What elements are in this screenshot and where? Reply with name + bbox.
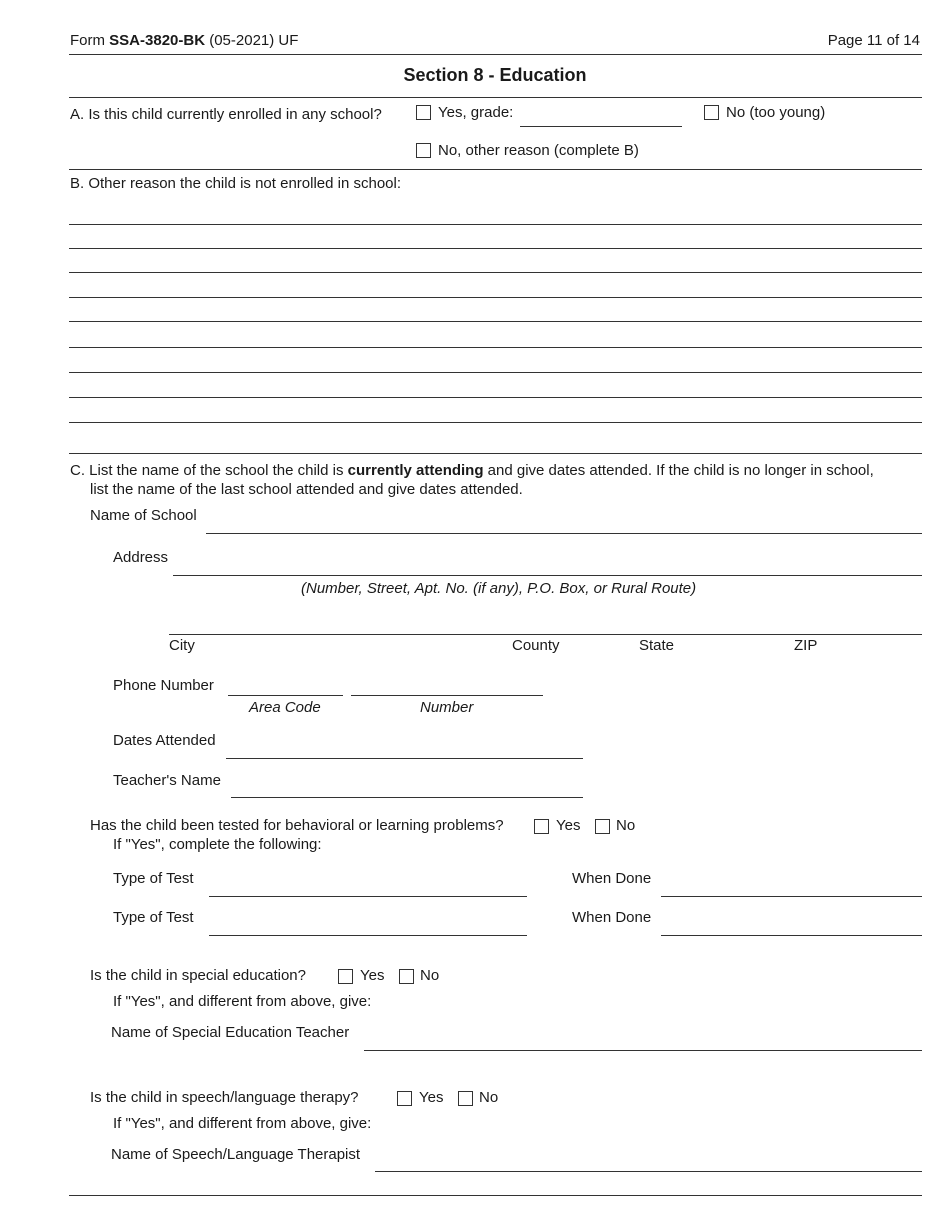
speech-no-checkbox[interactable] xyxy=(458,1091,473,1106)
question-a-divider xyxy=(69,169,922,170)
when-done-label: When Done xyxy=(572,909,652,926)
type-of-test-input[interactable] xyxy=(209,935,527,936)
section-divider xyxy=(69,97,922,98)
no-too-young-label: No (too young) xyxy=(726,104,826,121)
question-c-intro-line2: list the name of the last school attended and give dates attended. xyxy=(90,481,523,498)
special-ed-no-checkbox[interactable] xyxy=(399,969,414,984)
area-code-input[interactable] xyxy=(228,695,343,696)
speech-yes-label: Yes xyxy=(419,1089,444,1106)
teachers-name-label: Teacher's Name xyxy=(113,772,221,789)
header-divider xyxy=(69,54,922,55)
yes-grade-checkbox[interactable] xyxy=(416,105,431,120)
county-label: County xyxy=(512,637,560,654)
address-hint: (Number, Street, Apt. No. (if any), P.O. Box, or Rural Route) xyxy=(301,580,697,597)
no-other-reason-label: No, other reason (complete B) xyxy=(438,142,639,159)
reason-line[interactable] xyxy=(69,272,922,273)
speech-therapist-label: Name of Speech/Language Therapist xyxy=(111,1146,361,1163)
special-ed-teacher-input[interactable] xyxy=(364,1050,922,1051)
special-ed-teacher-label: Name of Special Education Teacher xyxy=(111,1024,350,1041)
when-done-input[interactable] xyxy=(661,896,922,897)
area-code-label: Area Code xyxy=(249,699,321,716)
zip-label: ZIP xyxy=(794,637,818,654)
testing-no-label: No xyxy=(616,817,636,834)
phone-number-input[interactable] xyxy=(351,695,543,696)
grade-input-line[interactable] xyxy=(520,126,682,127)
speech-if-yes: If "Yes", and different from above, give: xyxy=(113,1115,372,1132)
reason-line[interactable] xyxy=(69,248,922,249)
speech-therapist-input[interactable] xyxy=(375,1171,922,1172)
no-too-young-checkbox[interactable] xyxy=(704,105,719,120)
form-prefix: Form xyxy=(70,32,105,49)
type-of-test-label: Type of Test xyxy=(113,909,194,926)
reason-line[interactable] xyxy=(69,372,922,373)
dates-attended-input[interactable] xyxy=(226,758,583,759)
special-ed-no-label: No xyxy=(420,967,440,984)
question-b-divider xyxy=(69,453,922,454)
testing-no-checkbox[interactable] xyxy=(595,819,610,834)
special-ed-yes-label: Yes xyxy=(360,967,385,984)
footer-divider xyxy=(69,1195,922,1196)
special-ed-if-yes: If "Yes", and different from above, give: xyxy=(113,993,372,1010)
reason-line[interactable] xyxy=(69,297,922,298)
page-number: Page 11 of 14 xyxy=(827,32,920,49)
form-number: SSA-3820-BK xyxy=(109,32,206,49)
question-c-intro xyxy=(70,462,874,479)
reason-line[interactable] xyxy=(69,422,922,423)
reason-line[interactable] xyxy=(69,397,922,398)
state-label: State xyxy=(639,637,675,654)
dates-attended-label: Dates Attended xyxy=(113,732,216,749)
form-id xyxy=(70,32,298,49)
section-title: Section 8 - Education xyxy=(403,65,587,85)
testing-yes-label: Yes xyxy=(556,817,581,834)
special-ed-question: Is the child in special education? xyxy=(90,967,306,984)
testing-yes-checkbox[interactable] xyxy=(534,819,549,834)
no-other-reason-checkbox[interactable] xyxy=(416,143,431,158)
reason-line[interactable] xyxy=(69,224,922,225)
when-done-input[interactable] xyxy=(661,935,922,936)
type-of-test-label: Type of Test xyxy=(113,870,194,887)
speech-question: Is the child in speech/language therapy? xyxy=(90,1089,359,1106)
question-b-label: B. Other reason the child is not enrolled in school: xyxy=(70,175,402,192)
speech-no-label: No xyxy=(479,1089,499,1106)
name-of-school-label: Name of School xyxy=(90,507,197,524)
intro-prefix: C. List the name of the school the child is xyxy=(70,462,348,479)
speech-yes-checkbox[interactable] xyxy=(397,1091,412,1106)
form-suffix: (05-2021) UF xyxy=(209,32,299,49)
name-of-school-input[interactable] xyxy=(206,533,922,534)
special-ed-yes-checkbox[interactable] xyxy=(338,969,353,984)
when-done-label: When Done xyxy=(572,870,652,887)
type-of-test-input[interactable] xyxy=(209,896,527,897)
city-label: City xyxy=(169,637,195,654)
address-input[interactable] xyxy=(173,575,922,576)
city-county-state-zip-input[interactable] xyxy=(169,634,922,635)
intro-bold: currently attending xyxy=(347,462,484,479)
testing-if-yes: If "Yes", complete the following: xyxy=(113,836,322,853)
number-label: Number xyxy=(420,699,474,716)
testing-question: Has the child been tested for behavioral or learning problems? xyxy=(90,817,504,834)
address-label: Address xyxy=(113,549,169,566)
yes-grade-label: Yes, grade: xyxy=(438,104,514,121)
intro-suffix: and give dates attended. If the child is no longer in school, xyxy=(483,462,874,479)
phone-number-label: Phone Number xyxy=(113,677,214,694)
reason-line[interactable] xyxy=(69,347,922,348)
question-a-label: A. Is this child currently enrolled in any school? xyxy=(70,106,382,123)
teachers-name-input[interactable] xyxy=(231,797,583,798)
reason-line[interactable] xyxy=(69,321,922,322)
